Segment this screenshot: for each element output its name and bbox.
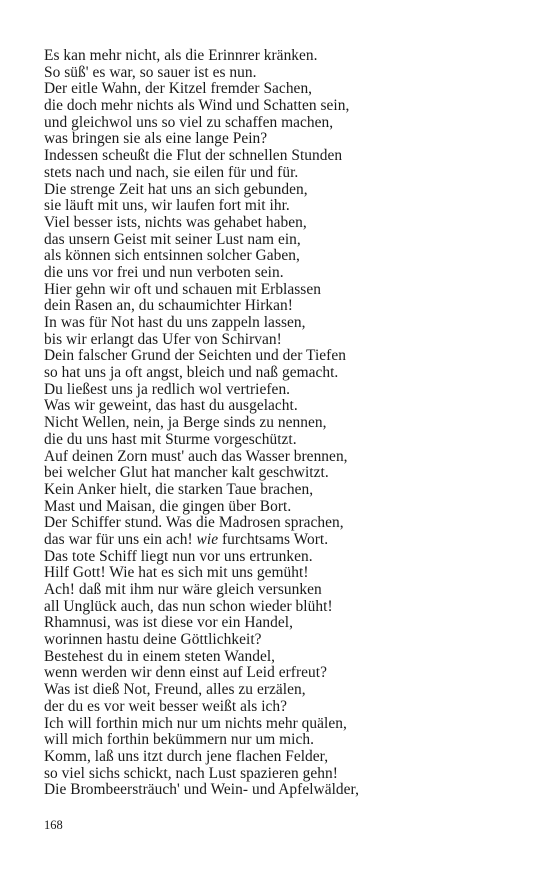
poem-text [44, 48, 524, 799]
poem-line: Komm, laß uns itzt durch jene flachen Felder, [44, 747, 329, 765]
poem-line: sie läuft mit uns, wir laufen fort mit ihr. [44, 197, 290, 215]
poem-line: bei welcher Glut hat mancher kalt geschwitzt. [44, 464, 329, 482]
poem-line-emphasis: wie [196, 530, 219, 548]
poem-line: Der Schiffer stund. Was die Madrosen sprachen, [44, 514, 344, 532]
poem-line: Indessen scheußt die Flut der schnellen Stunden [44, 147, 343, 165]
poem-line: die doch mehr nichts als Wind und Schatten sein, [44, 97, 350, 115]
poem-line: und gleichwol uns so viel zu schaffen machen, [44, 113, 334, 131]
poem-line: wenn werden wir denn einst auf Leid erfreut? [44, 664, 327, 682]
poem-line: Viel besser ists, nichts was gehabet haben, [44, 213, 307, 231]
poem-line: der du es vor weit besser weißt als ich? [44, 697, 288, 715]
poem-line: so hat uns ja oft angst, bleich und naß gemacht. [44, 364, 339, 382]
poem-line: Dein falscher Grund der Seichten und der Tiefen [44, 347, 346, 365]
poem-line: Die strenge Zeit hat uns an sich gebunden, [44, 180, 308, 198]
poem-line: das unsern Geist mit seiner Lust nam ein, [44, 230, 301, 248]
poem-line: So süß' es war, so sauer ist es nun. [44, 63, 257, 81]
poem-line: Was wir geweint, das hast du ausgelacht. [44, 397, 298, 415]
poem-line: als können sich entsinnen solcher Gaben, [44, 247, 300, 265]
poem-line: Die Brombeersträuch' und Wein- und Apfelwälder, [44, 781, 359, 799]
poem-line: Hilf Gott! Wie hat es sich mit uns gemüht! [44, 564, 309, 582]
poem-line: worinnen hastu deine Göttlichkeit? [44, 631, 262, 649]
poem-line: stets nach und nach, sie eilen für und für. [44, 163, 299, 181]
poem-line: Auf deinen Zorn must' auch das Wasser brennen, [44, 447, 348, 465]
poem-line: Bestehest du in einem steten Wandel, [44, 647, 276, 665]
poem-line: all Unglück auch, das nun schon wieder blüht! [44, 597, 333, 615]
poem-line: was bringen sie als eine lange Pein? [44, 130, 268, 148]
poem-line: die uns vor frei und nun verboten sein. [44, 263, 284, 281]
poem-line: Es kan mehr nicht, als die Erinnrer kränken. [44, 47, 318, 64]
poem-line: Mast und Maisan, die gingen über Bort. [44, 497, 292, 515]
poem-line: Das tote Schiff liegt nun vor uns ertrunken. [44, 547, 313, 565]
poem-line: so viel sichs schickt, nach Lust spazieren gehn! [44, 764, 338, 782]
poem-line: Was ist dieß Not, Freund, alles zu erzälen, [44, 681, 306, 699]
poem-line: will mich forthin bekümmern nur um mich. [44, 731, 315, 749]
poem-line: dein Rasen an, du schaumichter Hirkan! [44, 297, 293, 315]
poem-line: Kein Anker hielt, die starken Taue brachen, [44, 480, 314, 498]
poem-line: In was für Not hast du uns zappeln lassen, [44, 314, 306, 331]
poem-line: Rhamnusi, was ist diese vor ein Handel, [44, 614, 294, 632]
poem-line: Hier gehn wir oft und schauen mit Erblassen [44, 280, 321, 298]
poem-line: Ach! daß mit ihm nur wäre gleich versunken [44, 581, 322, 598]
poem-line: die du uns hast mit Sturme vorgeschützt. [44, 430, 297, 448]
poem-line-text: das war für uns ein ach! [44, 530, 197, 548]
poem-line: Der eitle Wahn, der Kitzel fremder Sachen, [44, 80, 313, 98]
poem-line: Ich will forthin mich nur um nichts mehr quälen, [44, 714, 347, 732]
poem-line [44, 532, 524, 549]
poem-line-text: furchtsams Wort. [218, 530, 329, 548]
poem-line: Nicht Wellen, nein, ja Berge sinds zu nennen, [44, 414, 327, 432]
poem-line: Du ließest uns ja redlich wol vertriefen. [44, 380, 291, 398]
poem-line: bis wir erlangt das Ufer von Schirvan! [44, 330, 282, 348]
page-number: 168 [44, 818, 63, 832]
